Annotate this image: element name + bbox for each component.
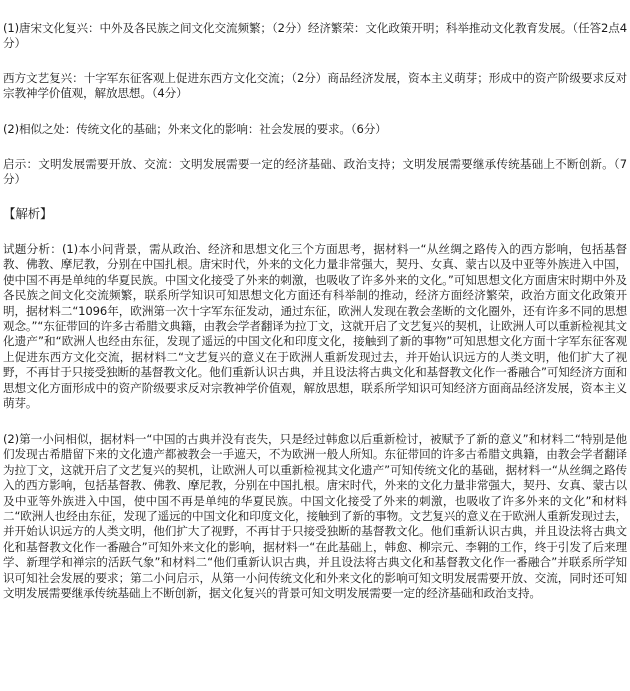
answer-part1-renaissance: 西方文艺复兴：十字军东征客观上促进东西方文化交流；（2分）商品经济发展，资本主义萌芽；形成中的资产阶级要求反对宗教神学价值观，解放思想。（4分）: [3, 71, 627, 101]
analysis-paragraph-2: (2)第一小问相似，据材料一“中国的古典并没有丧失，只是经过韩愈以后重新检讨，被赋予了新的意义”和材料二“特别是他们发现古希腊留下来的文化遗产都被教会一手遮天，不为欧洲一般人所知。东征带回的许多古希腊文典籍，由教会学者翻译为拉丁文，这就开启了文艺复兴的契机，让欧洲人可以重新检视其文化遗产”可知传统文化的基础，据材料一“从丝绸之路传入的西方影响，包括基督教、佛教、摩尼教，分别在中国扎根。唐宋时代，外来的文化力量非常强大，契丹、女真、蒙古以及中亚等外族进入中国，使中国不再是单纯的华夏民族。中国文化接受了外来的刺激，也吸收了许多外来的文化”和材料二“欧洲人也经由东征，发现了遥远的中国文化和印度文化，接触到了新的事物。文艺复兴的意义在于欧洲人重新发现过去，并开始认识远方的人类文明，他们扩大了视野，不再甘于只接受独断的基督教文化。他们重新认识古典，并且设法将古典文化和基督教文化作一番融合”可知外来文化的影响，据材料一“在此基础上，韩愈、柳宗元、李翱的工作，终于引发了后来理学、新理学和禅宗的活跃气象”和材料二“他们重新认识古典，并且设法将古典文化和基督教文化作一番融合”并联系所学知识可知社会发展的要求；第二小问启示，从第一小问传统文化和外来文化的影响可知文明发展需要开放、交流，同时还可知文明发展需要继承传统基础上不断创新，据文化复兴的背景可知文明发展需要一定的经济基础和政治支持。: [3, 432, 627, 601]
analysis-paragraph-1: 试题分析：(1)本小问背景，需从政治、经济和思想文化三个方面思考，据材料一“从丝绸之路传入的西方影响，包括基督教、佛教、摩尼教，分别在中国扎根。唐宋时代，外来的文化力量非常强大，契丹、女真、蒙古以及中亚等外族进入中国，使中国不再是单纯的华夏民族。中国文化接受了外来的刺激，也吸收了许多外来的文化。”可知思想文化方面唐宋时期中外及各民族之间文化交流频繁，联系所学知识可知思想文化方面还有科举制的推动，经济方面经济繁荣，政治方面文化政策开明，据材料二“1096年，欧洲第一次十字军东征发动，通过东征，欧洲人发现在教会垄断的文化圈外，还有许多不同的思想观念。”“东征带回的许多古希腊文典籍，由教会学者翻译为拉丁文，这就开启了文艺复兴的契机，让欧洲人可以重新检视其文化遗产”和“欧洲人也经由东征，发现了遥远的中国文化和印度文化，接触到了新的事物”可知思想文化方面十字军东征客观上促进东西方文化交流，据材料二“文艺复兴的意义在于欧洲人重新发现过去，并开始认识远方的人类文明，他们扩大了视野，不再甘于只接受独断的基督教文化。他们重新认识古典，并且设法将古典文化和基督教文化作一番融合”可知经济方面和思想文化方面形成中的资产阶级要求反对宗教神学价值观，解放思想，联系所学知识可知经济方面商品经济发展，资本主义萌芽。: [3, 242, 627, 411]
answer-part2-inspiration: 启示：文明发展需要开放、交流：文明发展需要一定的经济基础、政治支持；文明发展需要继承传统基础上不断创新。（7分）: [3, 157, 627, 187]
answer-part2-similarity: (2)相似之处：传统文化的基础；外来文化的影响：社会发展的要求。（6分）: [3, 122, 387, 136]
analysis-heading: 【解析】: [3, 206, 53, 221]
answer-part1-tang-song: (1)唐宋文化复兴：中外及各民族之间文化交流频繁；（2分）经济繁荣：文化政策开明；科举推动文化教育发展。（任答2点4分）: [3, 21, 627, 51]
